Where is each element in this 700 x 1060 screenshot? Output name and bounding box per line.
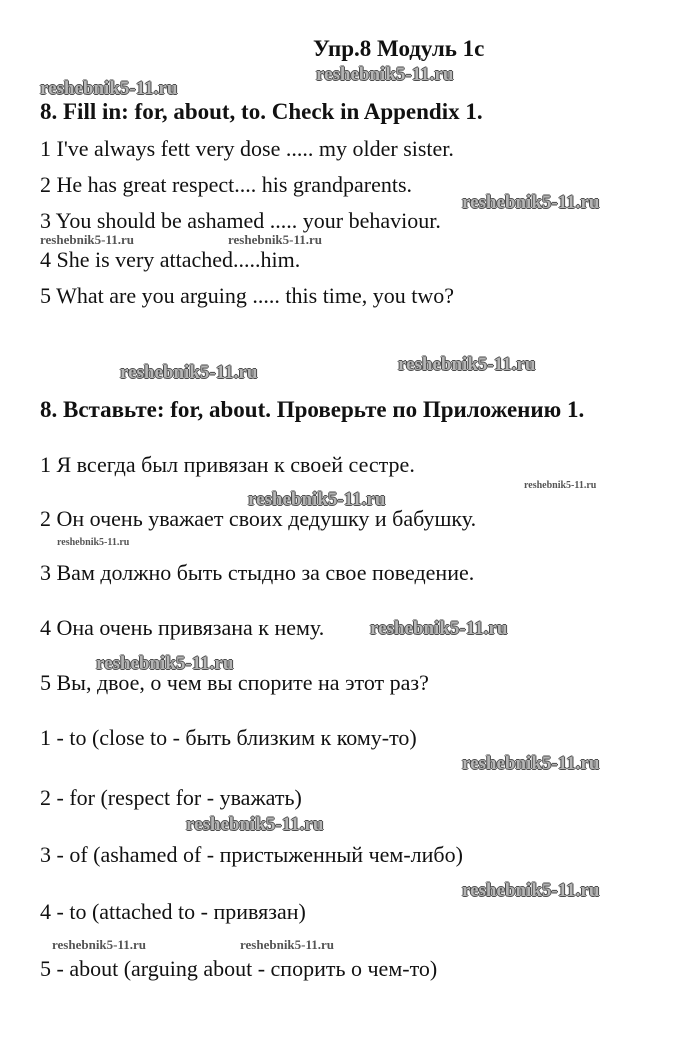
english-heading: 8. Fill in: for, about, to. Check in Appendix 1. [40, 99, 483, 124]
page-title: Упр.8 Модуль 1с [313, 36, 485, 61]
english-item-1: 1 I've always fett very dose ..... my older sister. [40, 136, 454, 161]
watermark: reshebnik5-11.ru [462, 753, 600, 774]
watermark: reshebnik5-11.ru [248, 489, 386, 510]
watermark: reshebnik5-11.ru [316, 64, 454, 85]
answer-1: 1 - to (close to - быть близким к кому-то) [40, 725, 417, 750]
russian-item-3: 3 Вам должно быть стыдно за свое поведение. [40, 560, 475, 585]
answer-2: 2 - for (respect for - уважать) [40, 785, 302, 810]
russian-item-5: 5 Вы, двое, о чем вы спорите на этот раз? [40, 670, 429, 695]
russian-heading: 8. Вставьте: for, about. Проверьте по Приложению 1. [40, 397, 585, 422]
watermark: reshebnik5-11.ru [57, 537, 130, 548]
watermark: reshebnik5-11.ru [524, 480, 597, 491]
watermark: reshebnik5-11.ru [370, 618, 508, 639]
english-item-3: 3 You should be ashamed ..... your behaviour. [40, 208, 441, 233]
watermark: reshebnik5-11.ru [186, 814, 324, 835]
russian-item-1: 1 Я всегда был привязан к своей сестре. [40, 452, 415, 477]
watermark: reshebnik5-11.ru [462, 192, 600, 213]
watermark: reshebnik5-11.ru [120, 362, 258, 383]
answer-5: 5 - about (arguing about - спорить о чем-то) [40, 956, 438, 981]
watermark: reshebnik5-11.ru [398, 354, 536, 375]
russian-item-2: 2 Он очень уважает своих дедушку и бабушку. [40, 506, 477, 531]
watermark: reshebnik5-11.ru [462, 880, 600, 901]
watermark: reshebnik5-11.ru [96, 653, 234, 674]
english-item-4: 4 She is very attached.....him. [40, 247, 301, 272]
answer-3: 3 - of (ashamed of - пристыженный чем-либо) [40, 842, 463, 867]
english-item-2: 2 He has great respect.... his grandparents. [40, 172, 413, 197]
watermark: reshebnik5-11.ru [228, 232, 323, 247]
answer-4: 4 - to (attached to - привязан) [40, 899, 306, 924]
watermark: reshebnik5-11.ru [40, 78, 178, 99]
russian-item-4: 4 Она очень привязана к нему. [40, 615, 325, 640]
watermark: reshebnik5-11.ru [40, 232, 135, 247]
watermark: reshebnik5-11.ru [240, 937, 335, 952]
english-item-5: 5 What are you arguing ..... this time, you two? [40, 283, 455, 308]
watermark: reshebnik5-11.ru [52, 937, 147, 952]
